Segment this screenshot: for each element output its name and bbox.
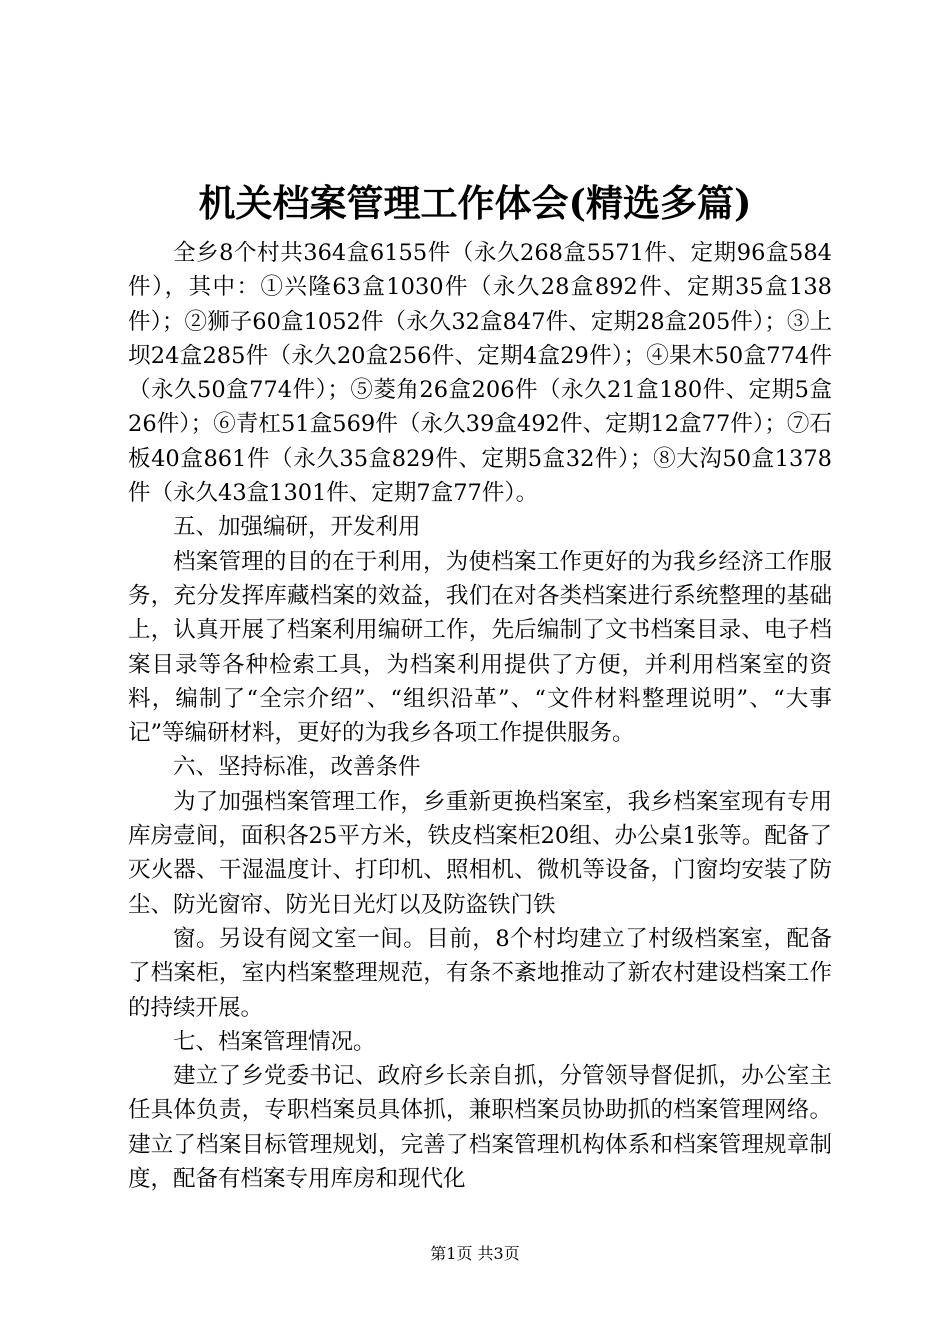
paragraph-village-archives: 窗。另设有阅文室一间。目前，8个村均建立了村级档案室，配备了档案柜，室内档案整理规范，有条不紊地推动了新农村建设档案工作的持续开展。	[128, 925, 832, 1021]
page-indicator: 第1页 共3页	[430, 1244, 520, 1263]
section-heading-5: 五、加强编研，开发利用	[173, 514, 421, 541]
document-title: 机关档案管理工作体会(精选多篇)	[198, 181, 752, 225]
paragraph-conditions: 为了加强档案管理工作，乡重新更换档案室，我乡档案室现有专用库房壹间，面积各25平方米，铁皮档案柜20组、办公桌1张等。配备了灭火器、干湿温度计、打印机、照相机、微机等设备，门窗均安装了防尘、防光窗帘、防光日光灯以及防盗铁门铁	[128, 788, 832, 918]
paragraph-archive-stats: 全乡8个村共364盒6155件（永久268盒5571件、定期96盒584件），其中：①兴隆63盒1030件（永久28盒892件、定期35盒138件）；②狮子60盒1052件（永久32盒847件、定期28盒205件）；③上坝24盒285件（永久20盒256件、定期4盒29件）；④果木50盒774件（永久50盒774件）；⑤菱角26盒206件（永久21盒180件、定期5盒26件）；⑥青杠51盒569件（永久39盒492件、定期12盒77件）；⑦石板40盒861件（永久35盒829件、定期5盒32件）；⑧大沟50盒1378件（永久43盒1301件、定期7盒77件）。	[128, 240, 832, 507]
paragraph-management-network: 建立了乡党委书记、政府乡长亲自抓，分管领导督促抓，办公室主任具体负责，专职档案员具体抓，兼职档案员协助抓的档案管理网络。建立了档案目标管理规划，完善了档案管理机构体系和档案管理规章制度，配备有档案专用库房和现代化	[128, 1063, 832, 1193]
paragraph-research-use: 档案管理的目的在于利用，为使档案工作更好的为我乡经济工作服务，充分发挥库藏档案的效益，我们在对各类档案进行系统整理的基础上，认真开展了档案利用编研工作，先后编制了文书档案目录、电子档案目录等各种检索工具，为档案利用提供了方便，并利用档案室的资料，编制了“全宗介绍”、“组织沿革”、“文件材料整理说明”、“大事记”等编研材料，更好的为我乡各项工作提供服务。	[128, 548, 832, 747]
section-heading-7: 七、档案管理情况。	[173, 1028, 376, 1055]
section-heading-6: 六、坚持标准，改善条件	[173, 754, 421, 781]
document-body	[128, 236, 832, 1196]
